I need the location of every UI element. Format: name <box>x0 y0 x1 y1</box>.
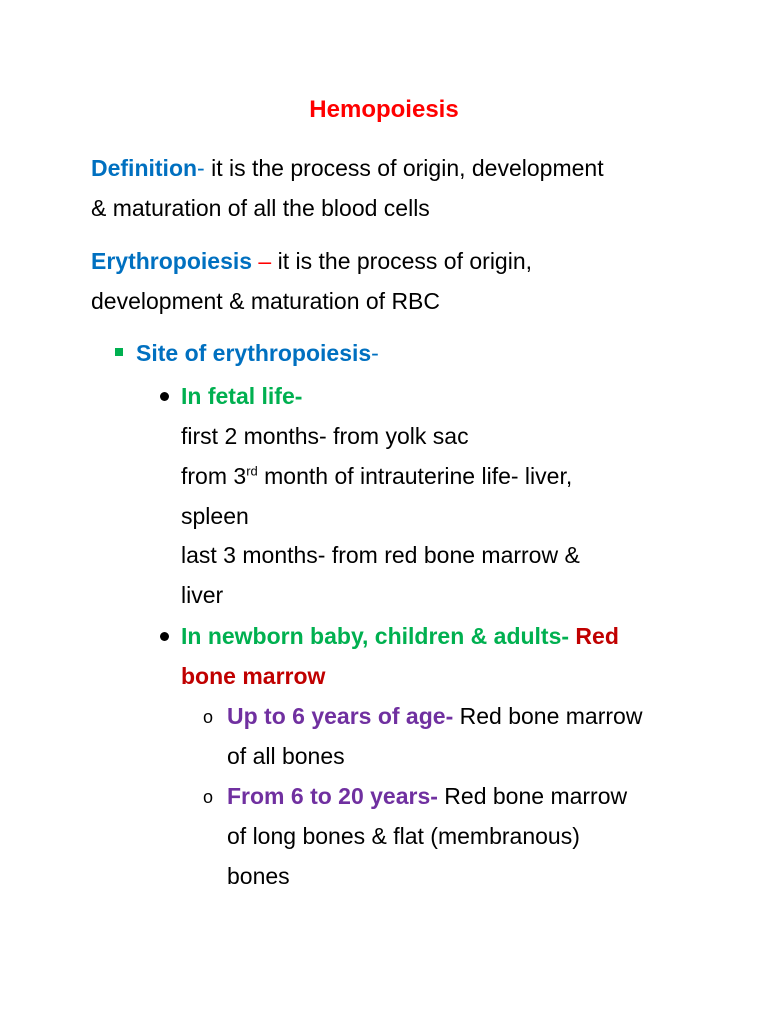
hollow-circle-bullet-icon <box>203 702 213 732</box>
age20-rest: Red bone marrow <box>437 783 628 809</box>
newborn-red-1: Red <box>569 623 619 649</box>
site-heading-line <box>136 338 379 368</box>
newborn-heading: In newborn baby, children & adults- <box>181 623 570 649</box>
erythropoiesis-text: it is the process of origin, <box>271 248 533 274</box>
page-title <box>0 96 768 124</box>
erythropoiesis-term: Erythropoiesis <box>91 248 253 274</box>
fetal-line-1 <box>181 421 469 451</box>
age6-bullet-glyph: o <box>203 707 214 727</box>
age20-line-1 <box>227 781 627 811</box>
fetal-text-5: liver <box>181 582 224 608</box>
age20-line-3 <box>227 861 290 891</box>
age20-heading: From 6 to 20 years- <box>227 783 438 809</box>
fetal-line-4 <box>181 540 580 570</box>
fetal-line-5 <box>181 580 223 610</box>
filled-circle-bullet-icon <box>160 632 169 641</box>
fetal-text-1: first 2 months- from yolk sac <box>181 423 469 449</box>
erythropoiesis-line-1 <box>91 246 532 276</box>
age6-text-2: of all bones <box>227 743 345 769</box>
age20-text-2: of long bones & flat (membranous) <box>227 823 580 849</box>
site-dash: - <box>371 340 379 366</box>
definition-line-1 <box>91 153 604 183</box>
filled-circle-bullet-icon <box>160 392 169 401</box>
definition-term: Definition <box>91 155 198 181</box>
site-heading: Site of erythropoiesis <box>136 340 372 366</box>
fetal-line-3 <box>181 501 249 531</box>
age6-line-2 <box>227 741 345 771</box>
fetal-text-4: last 3 months- from red bone marrow & <box>181 542 580 568</box>
square-bullet-icon <box>115 348 123 356</box>
fetal-line-2 <box>181 461 572 491</box>
fetal-text-2b: month of intrauterine life- liver, <box>257 463 573 489</box>
title-text: Hemopoiesis <box>309 96 459 123</box>
newborn-red-2: bone marrow <box>181 663 326 689</box>
newborn-line-1 <box>181 621 619 651</box>
definition-dash: - <box>197 155 205 181</box>
erythropoiesis-text-2: development & maturation of RBC <box>91 288 441 314</box>
erythropoiesis-line-2 <box>91 286 440 316</box>
hollow-circle-bullet-icon <box>203 782 213 812</box>
fetal-text-3: spleen <box>181 503 249 529</box>
age6-heading: Up to 6 years of age- <box>227 703 454 729</box>
definition-line-2 <box>91 193 430 223</box>
erythropoiesis-dash: – <box>252 248 272 274</box>
fetal-heading: In fetal life- <box>181 383 303 409</box>
age20-text-3: bones <box>227 863 290 889</box>
definition-text: it is the process of origin, development <box>204 155 604 181</box>
age20-bullet-glyph: o <box>203 787 214 807</box>
newborn-line-2 <box>181 661 325 691</box>
age6-rest: Red bone marrow <box>453 703 643 729</box>
age20-line-2 <box>227 821 580 851</box>
fetal-superscript: rd <box>246 463 258 479</box>
fetal-heading-line <box>181 381 302 411</box>
age6-line-1 <box>227 701 642 731</box>
definition-text-2: & maturation of all the blood cells <box>91 195 430 221</box>
fetal-text-2a: from 3 <box>181 463 247 489</box>
